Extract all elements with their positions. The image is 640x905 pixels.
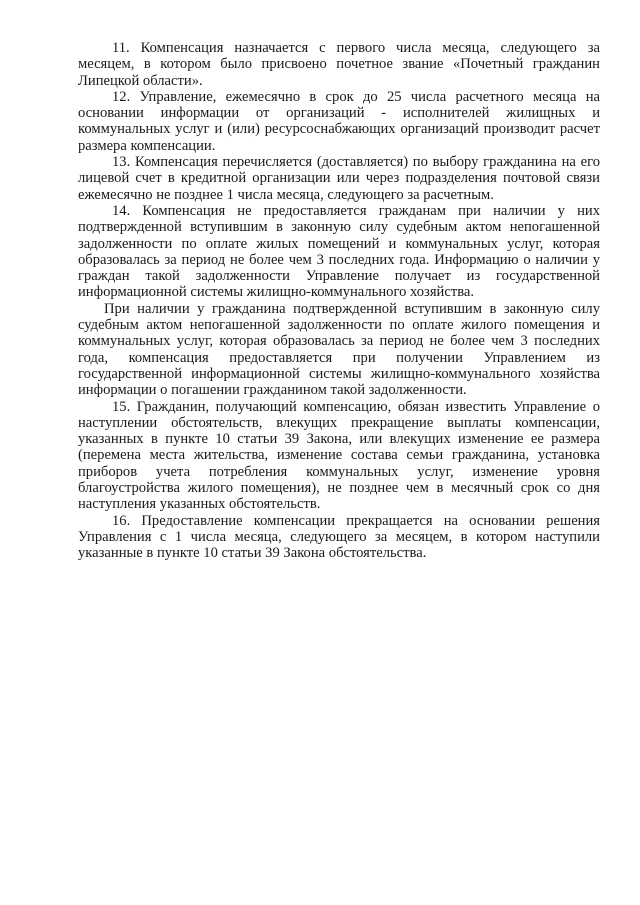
paragraph-item-13: 13. Компенсация перечисляется (доставляется) по выбору гражданина на его лицевой счет в кредитной организации или через подразделения почтовой связи ежемесячно не позднее 1 числа месяца, следующего за расчетным. (78, 154, 600, 203)
paragraph-item-11: 11. Компенсация назначается с первого числа месяца, следующего за месяцем, в котором было присвоено почетное звание «Почетный гражданин Липецкой области». (78, 40, 600, 89)
paragraph-item-16: 16. Предоставление компенсации прекращается на основании решения Управления с 1 числа месяца, следующего за месяцем, в котором наступили указанные в пункте 10 статьи 39 Закона обстоятельства. (78, 512, 600, 562)
paragraph-item-12: 12. Управление, ежемесячно в срок до 25 числа расчетного месяца на основании информации от организаций - исполнителей жилищных и коммунальных услуг и (или) ресурсоснабжающих организаций производит расчет размера компенсации. (78, 88, 600, 154)
paragraph-item-14: 14. Компенсация не предоставляется гражданам при наличии у них подтвержденной вступившим в законную силу судебным актом непогашенной задолженности по оплате жилых помещений и коммунальных услуг, которая образовалась за период не более чем 3 последних года. Информацию о наличии у граждан такой задолженности Управление получает из государственной информационной системы жилищно-коммунального хозяйства. (78, 202, 600, 301)
paragraph-item-14-continuation: При наличии у гражданина подтвержденной вступившим в законную силу судебным актом непогашенной задолженности по оплате жилого помещения и коммунальных услуг, которая образовалась за период не более чем 3 последних года, компенсация предоставляется при получении Управлением из государственной информационной системы жилищно-коммунального хозяйства информации о погашении гражданином такой задолженности. (78, 300, 600, 399)
document-body (78, 40, 600, 562)
paragraph-item-15: 15. Гражданин, получающий компенсацию, обязан известить Управление о наступлении обстоятельств, влекущих прекращение выплаты компенсации, указанных в пункте 10 статьи 39 Закона, или влекущих изменение ее размера (перемена места жительства, изменение состава семьи гражданина, установка приборов учета потребления коммунальных услуг, изменение уровня благоустройства жилого помещения), не позднее чем в месячный срок со дня наступления указанных обстоятельств. (78, 398, 600, 513)
